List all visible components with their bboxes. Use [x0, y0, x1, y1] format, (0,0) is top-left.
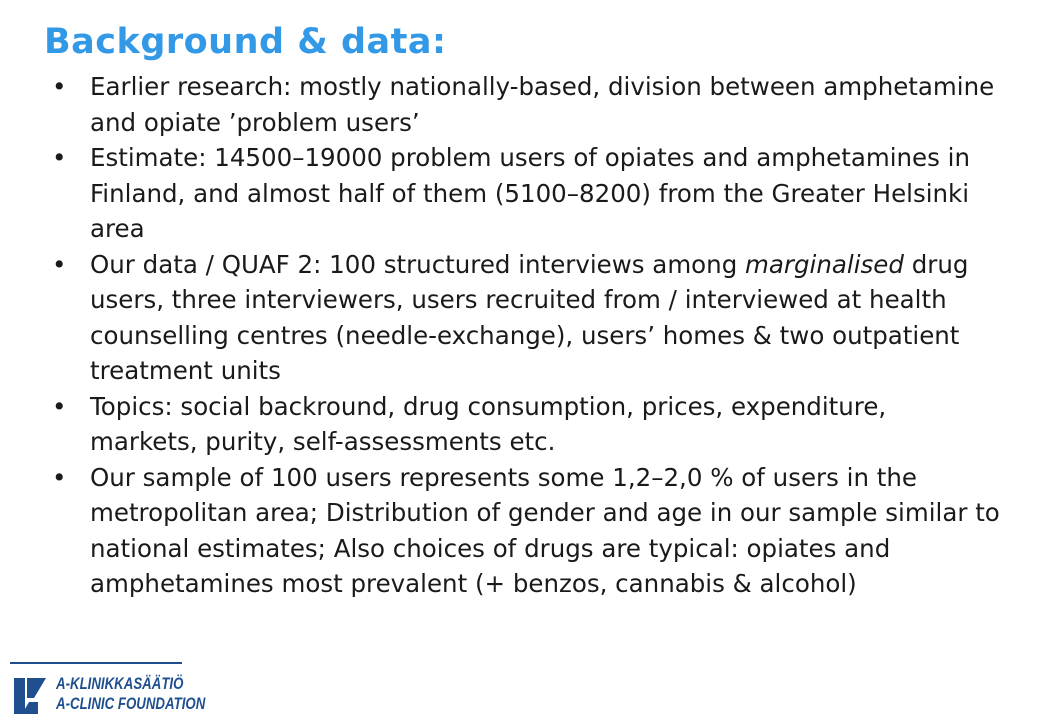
bullet-our-data: [50, 247, 1000, 389]
bullet-our-data-emphasis: marginalised: [745, 249, 904, 279]
bullet-topics: • Topics: social backround, drug consumption, prices, expenditure, markets, purity, self-assessments etc.: [50, 389, 1000, 460]
bullet-sample: • Our sample of 100 users represents some 1,2–2,0 % of users in the metropolitan area; Distribution of gender and age in our sample similar to national estimates; Also choices of drugs are typical: opiates and amphetamines most prevalent (+ benzos, cannabis & alcohol): [50, 460, 1000, 602]
logo-divider: [10, 662, 182, 664]
bullet-our-data-text-end: drug users, three interviewers, users recruited from / interviewed at health counselling centres (needle-exchange), users’ homes & two outpatient treatment units: [90, 249, 969, 385]
logo-line-finnish: A-KLINIKKASÄÄTIÖ: [56, 674, 184, 693]
slide-title: Background & data:: [44, 22, 447, 62]
logo-line-english: A-CLINIC FOUNDATION: [56, 694, 206, 713]
logo-wordmark: [56, 674, 205, 714]
a-clinic-logo-icon: [12, 676, 48, 716]
bullet-earlier-research: • Earlier research: mostly nationally-based, division between amphetamine and opiate ’problem users’: [50, 69, 1000, 140]
bullet-our-data-text-start: Our data / QUAF 2: 100 structured interviews among: [90, 249, 746, 279]
bullet-estimate: • Estimate: 14500–19000 problem users of opiates and amphetamines in Finland, and almost half of them (5100–8200) from the Greater Helsinki area: [50, 140, 1000, 247]
bullet-list: [50, 69, 1000, 602]
